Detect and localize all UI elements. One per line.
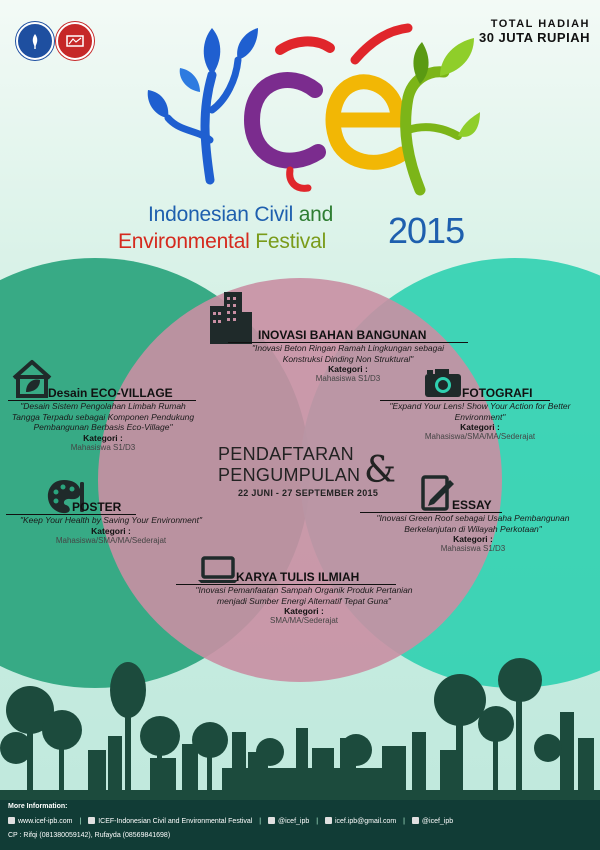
inovasi-participants: Mahasiswa S1/D3 [315, 374, 381, 384]
fotografi-section [380, 386, 580, 441]
registration-dates: 22 JUNI - 27 SEPTEMBER 2015 [238, 488, 379, 498]
email-icon [325, 817, 332, 824]
submission-label: PENGUMPULAN [218, 465, 361, 485]
poster-section [6, 500, 216, 545]
fotografi-kategori: Kategori : [460, 422, 500, 433]
karya-kategori: Kategori : [284, 606, 324, 617]
registration-label: PENDAFTARAN [218, 444, 354, 464]
title-indonesian-civil: Indonesian Civil [148, 203, 294, 226]
ipb-logo [16, 22, 54, 60]
separator: | [79, 818, 82, 825]
poster-kategori: Kategori : [91, 525, 131, 536]
essay-participants: Mahasiswa S1/D3 [440, 544, 506, 554]
separator: | [259, 818, 262, 825]
separator: | [316, 818, 319, 825]
inovasi-desc-1: "Inovasi Beton Ringan Ramah Lingkungan sebagai [251, 343, 445, 353]
karya-desc-1: "Inovasi Pemanfaatan Sampah Organik Produk Pertanian [195, 585, 413, 595]
title-and: and [298, 203, 334, 226]
instagram-icon [412, 817, 419, 824]
web-icon [8, 817, 15, 824]
separator: | [403, 818, 405, 825]
desain-participants: Mahasiswa S1/D3 [70, 442, 136, 452]
ipb-logo-emblem-icon [25, 31, 45, 51]
title-festival: Festival [255, 230, 327, 253]
desain-title: Desain ECO-VILLAGE [8, 386, 196, 401]
facebook-link[interactable]: ICEF-Indonesian Civil and Environmental Festival [98, 818, 253, 825]
desain-desc-2: Tangga Terpadu sebagai Komponen Pendukung [11, 411, 195, 422]
icef-logo-icon [140, 20, 480, 200]
festival-title-line1 [148, 203, 333, 227]
prize-amount: 30 JUTA RUPIAH [478, 29, 590, 45]
essay-section [360, 498, 586, 553]
karya-title: KARYA TULIS ILMIAH [176, 570, 396, 585]
registration-ampersand: & [364, 450, 397, 491]
title-environmental: Environmental [118, 230, 250, 253]
fotografi-title: FOTOGRAFI [380, 386, 550, 401]
email-link[interactable]: icef.ipb@gmail.com [334, 818, 397, 825]
prize-info [479, 18, 590, 46]
footer [0, 800, 600, 850]
essay-desc-1: "Inovasi Green Roof sebagai Usaha Pembangunan [376, 513, 570, 523]
desain-desc-3: Pembangunan Berbasis Eco-Village" [33, 422, 173, 433]
website-link[interactable]: www.icef-ipb.com [18, 818, 73, 825]
poster-participants: Mahasiswa/SMA/MA/Sederajat [55, 535, 167, 545]
festival-title-line2 [118, 230, 326, 254]
desain-kategori: Kategori : [83, 432, 123, 443]
more-info-label: More Information: [8, 803, 68, 810]
karya-desc-2: menjadi Sumber Energi Alternatif Tepat Guna" [217, 595, 391, 606]
himatesil-logo [56, 22, 94, 60]
city-skyline-illustration [0, 640, 600, 802]
fotografi-desc-2: Environment" [454, 411, 506, 422]
fotografi-desc-1: "Expand Your Lens! Show Your Action for Better [389, 401, 571, 411]
inovasi-desc-2: Konstruksi Dinding Non Struktural" [282, 353, 414, 364]
essay-kategori: Kategori : [453, 534, 493, 545]
contact-person: CP : Rifqi (081380059142), Rufayda (08569841698) [8, 832, 171, 839]
essay-title: ESSAY [360, 498, 502, 513]
desain-desc-1: "Desain Sistem Pengolahan Limbah Rumah [20, 401, 186, 411]
prize-label: TOTAL HADIAH [490, 18, 590, 30]
contact-links-row [8, 817, 453, 825]
poster-title: POSTER [6, 500, 136, 515]
desain-section [8, 386, 198, 452]
karya-section [176, 570, 432, 625]
inovasi-title: INOVASI BAHAN BANGUNAN [228, 328, 468, 343]
instagram-link[interactable]: @icef_ipb [421, 818, 454, 825]
twitter-icon [268, 817, 275, 824]
fotografi-participants: Mahasiswa/SMA/MA/Sederajat [424, 432, 536, 442]
facebook-icon [88, 817, 95, 824]
poster-desc-1: "Keep Your Health by Saving Your Environment" [20, 515, 202, 525]
karya-participants: SMA/MA/Sederajat [269, 616, 339, 626]
essay-desc-2: Berkelanjutan di Wilayah Perkotaan" [404, 523, 542, 534]
twitter-link[interactable]: @icef_ipb [278, 818, 310, 825]
registration-info [218, 444, 397, 498]
inovasi-kategori: Kategori : [328, 364, 368, 375]
himatesil-logo-emblem-icon [65, 34, 85, 48]
festival-year: 2015 [388, 210, 465, 251]
